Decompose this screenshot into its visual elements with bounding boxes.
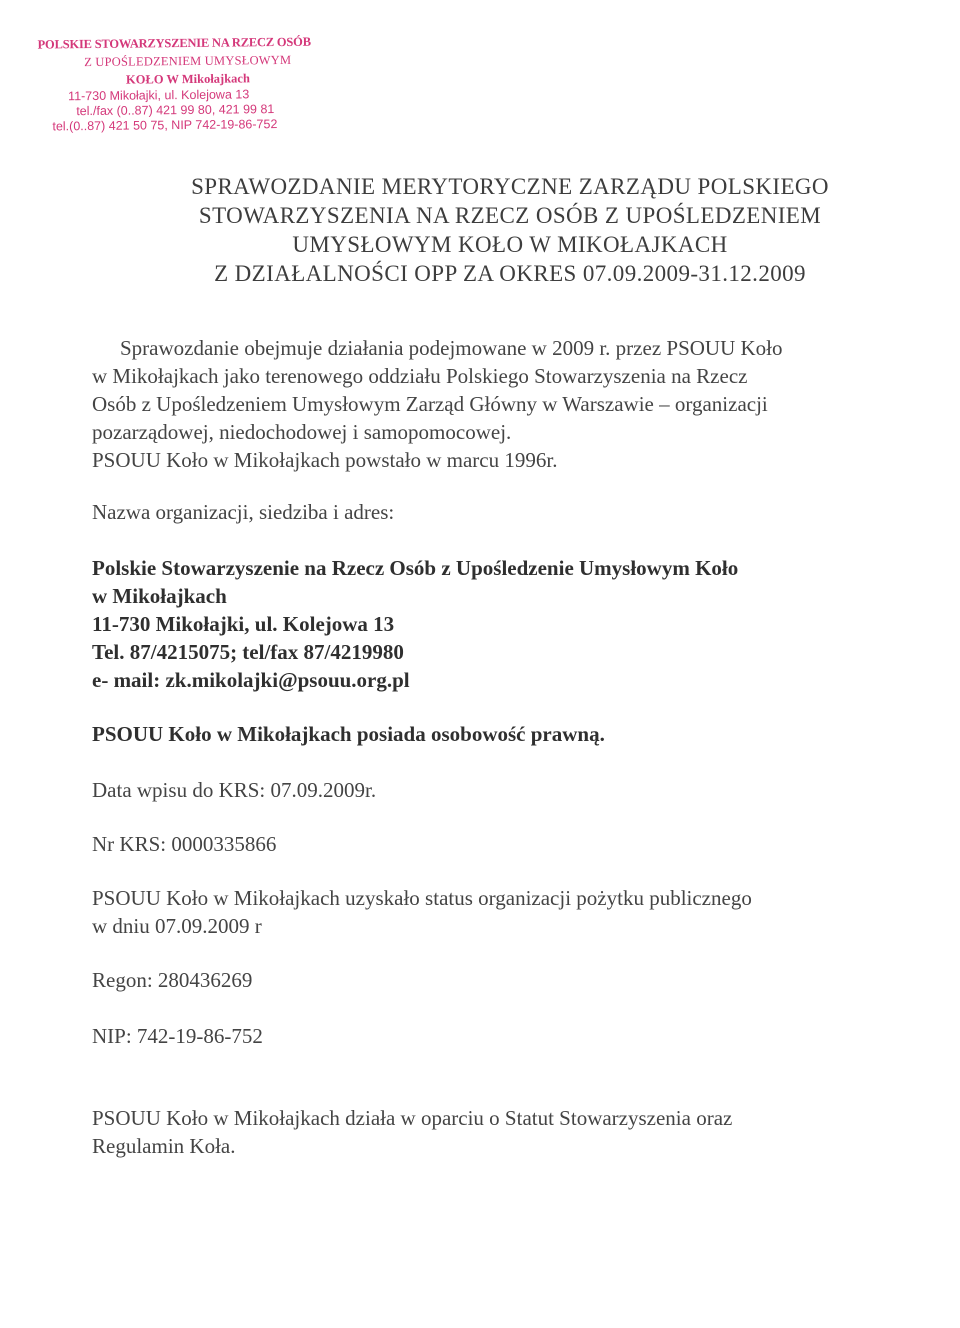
organization-stamp: [37, 32, 338, 134]
krs-date: Data wpisu do KRS: 07.09.2009r.: [92, 778, 377, 802]
intro-paragraph: [120, 334, 880, 362]
intro-line-5: PSOUU Koło w Mikołajkach powstało w marcu 1996r.: [92, 448, 558, 472]
address-label: Nazwa organizacji, siedziba i adres:: [92, 500, 395, 524]
address-line-1: Polskie Stowarzyszenie na Rzecz Osób z Upośledzenie Umysłowym Koło: [92, 556, 739, 580]
intro-paragraph-cont: [92, 362, 872, 474]
legal-status-block: [92, 720, 872, 748]
address-label-block: [92, 498, 872, 526]
nip: NIP: 742-19-86-752: [92, 1024, 263, 1048]
stamp-line-5: tel./fax (0..87) 421 99 80, 421 99 81: [76, 102, 275, 119]
intro-line-4: pozarządowej, niedochodowej i samopomocowej.: [92, 420, 512, 444]
regon-block: [92, 966, 872, 994]
stamp-line-4: 11-730 Mikołajki, ul. Kolejowa 13: [68, 87, 250, 104]
statute-line-2: Regulamin Koła.: [92, 1134, 236, 1158]
title-line-1: SPRAWOZDANIE MERYTORYCZNE ZARZĄDU POLSKIEGO: [191, 174, 829, 199]
krs-number: Nr KRS: 0000335866: [92, 832, 277, 856]
krs-date-block: [92, 776, 872, 804]
regon: Regon: 280436269: [92, 968, 253, 992]
stamp-line-6: tel.(0..87) 421 50 75, NIP 742-19-86-752: [52, 117, 278, 134]
stamp-line-3: KOŁO W Mikołajkach: [125, 71, 250, 87]
opp-status-line-1: PSOUU Koło w Mikołajkach uzyskało status organizacji pożytku publicznego: [92, 886, 752, 910]
title-line-2: STOWARZYSZENIA NA RZECZ OSÓB Z UPOŚLEDZENIEM: [198, 203, 822, 228]
title-line-3: UMYSŁOWYM KOŁO W MIKOŁAJKACH: [292, 232, 728, 257]
opp-status-block: [92, 884, 872, 940]
intro-line-1: Sprawozdanie obejmuje działania podejmowane w 2009 r. przez PSOUU Koło: [120, 336, 783, 360]
legal-status: PSOUU Koło w Mikołajkach posiada osobowość prawną.: [92, 722, 605, 746]
opp-status-line-2: w dniu 07.09.2009 r: [92, 914, 262, 938]
address-line-3: 11-730 Mikołajki, ul. Kolejowa 13: [92, 612, 395, 636]
document-title: [120, 172, 900, 288]
krs-number-block: [92, 830, 872, 858]
address-line-5: e- mail: zk.mikolajki@psouu.org.pl: [92, 668, 410, 692]
statute-block: [92, 1104, 872, 1160]
intro-line-2: w Mikołajkach jako terenowego oddziału Polskiego Stowarzyszenia na Rzecz: [92, 364, 748, 388]
intro-line-3: Osób z Upośledzeniem Umysłowym Zarząd Główny w Warszawie – organizacji: [92, 392, 768, 416]
stamp-line-2: Z UPOŚLEDZENIEM UMYSŁOWYM: [84, 52, 292, 70]
stamp-line-1: POLSKIE STOWARZYSZENIE NA RZECZ OSÓB: [37, 34, 311, 52]
address-block: [92, 554, 872, 694]
address-line-2: w Mikołajkach: [92, 584, 227, 608]
statute-line-1: PSOUU Koło w Mikołajkach działa w oparciu o Statut Stowarzyszenia oraz: [92, 1106, 733, 1130]
title-line-4: Z DZIAŁALNOŚCI OPP ZA OKRES 07.09.2009-31.12.2009: [214, 261, 806, 286]
nip-block: [92, 1022, 872, 1050]
address-line-4: Tel. 87/4215075; tel/fax 87/4219980: [92, 640, 404, 664]
